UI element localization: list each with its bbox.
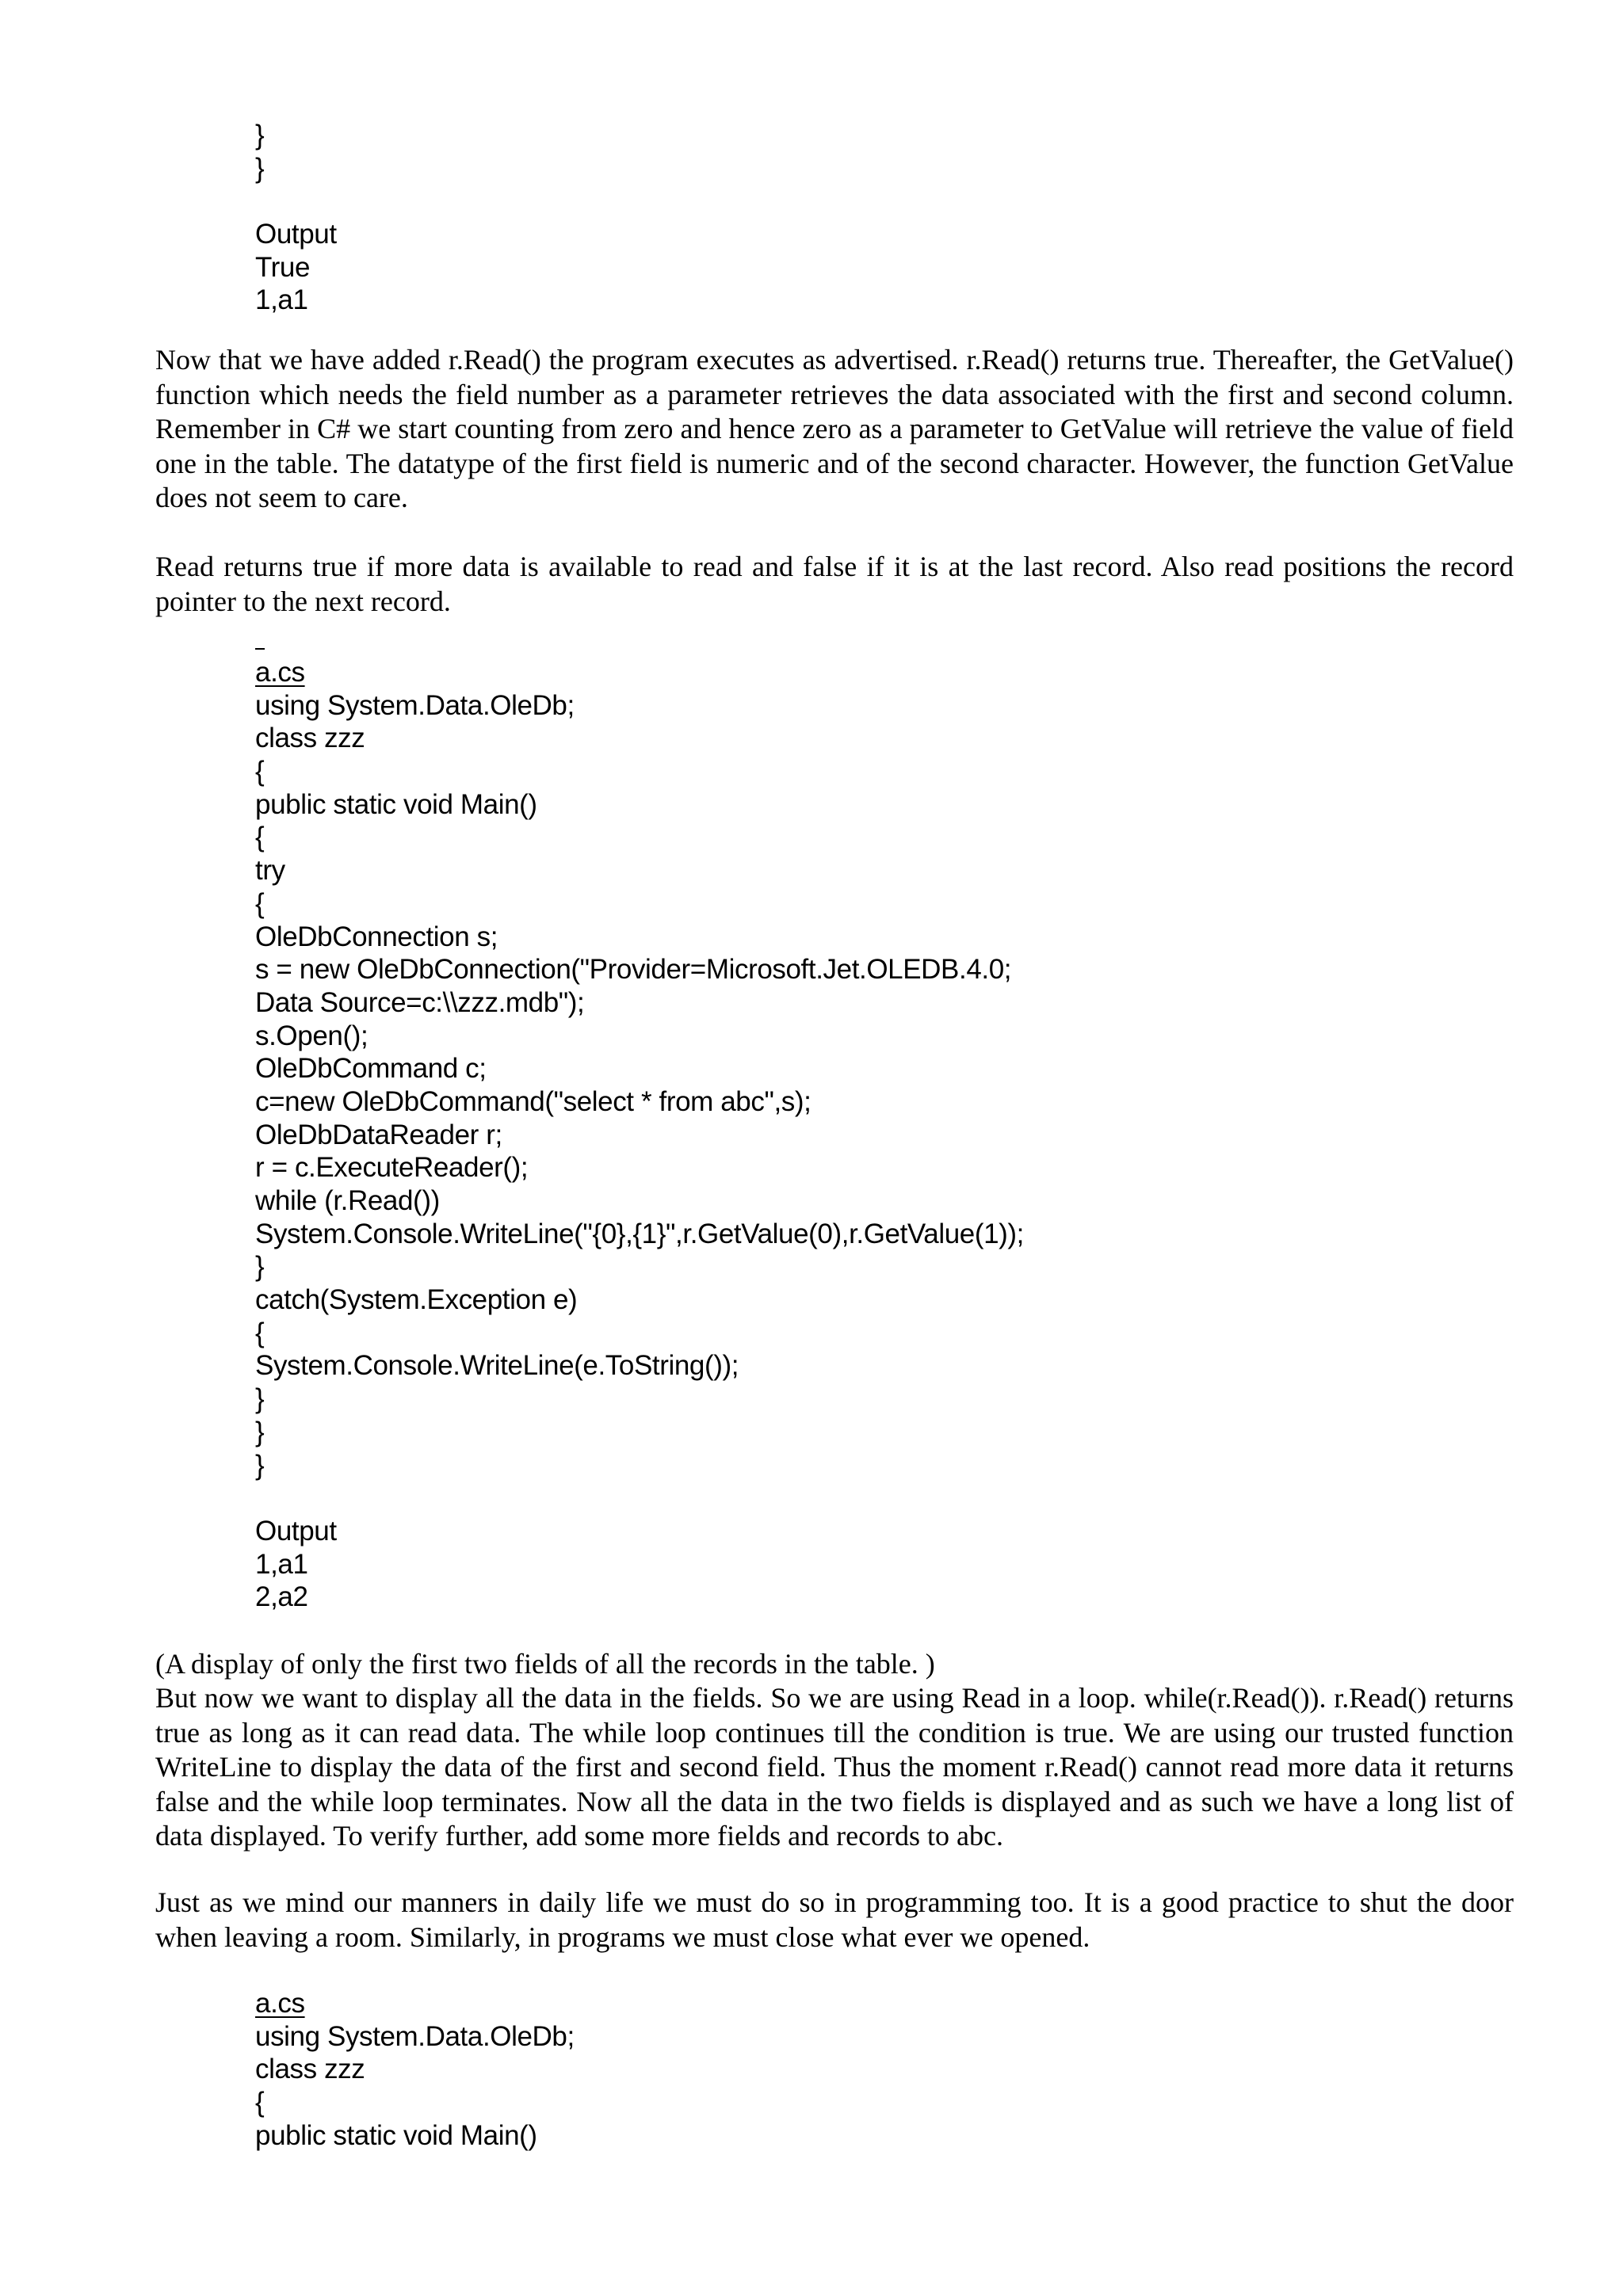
code-line: } <box>255 1383 265 1415</box>
code-block-close-example <box>255 1987 575 2152</box>
code-line <box>255 185 337 218</box>
code-line: using System.Data.OleDb; <box>255 2020 575 2052</box>
code-line: { <box>255 2087 265 2119</box>
code-line: { <box>255 1317 265 1348</box>
output-heading: Output <box>255 1515 337 1547</box>
output-heading: Output <box>255 219 337 250</box>
code-line: System.Console.WriteLine(e.ToString()); <box>255 1350 739 1382</box>
code-line: s.Open(); <box>255 1020 369 1051</box>
code-block-tail <box>255 119 337 317</box>
code-line: OleDbCommand c; <box>255 1053 487 1085</box>
code-line: System.Console.WriteLine("{0},{1}",r.GetValue(0),r.GetValue(1)); <box>255 1218 1025 1249</box>
code-line: class zzz <box>255 723 365 754</box>
code-line: Data Source=c:\\zzz.mdb"); <box>255 986 585 1018</box>
paragraph-loop-explanation: But now we want to display all the data in the fields. So we are using Read in a loop. while(r.Read()). r.Read() returns true as long as it can read data. The while loop continues till the condition is true. We are using our trusted function WriteLine to display the data of the first and second field. Thus the moment r.Read() cannot read more data it returns false and the while loop terminates. Now all the data in the two fields is displayed and as such we have a long list of data displayed. To verify further, add some more fields and records to abc. <box>155 1682 1514 1852</box>
code-line: while (r.Read()) <box>255 1185 440 1216</box>
code-line: OleDbConnection s; <box>255 921 498 952</box>
code-line: c=new OleDbCommand("select * from abc",s); <box>255 1085 812 1117</box>
code-line: } <box>255 1449 265 1481</box>
paragraph-display-caption: (A display of only the first two fields of all the records in the table. ) <box>155 1648 935 1680</box>
code-line: } <box>255 152 265 184</box>
code-line: OleDbDataReader r; <box>255 1119 502 1150</box>
code-line: public static void Main() <box>255 788 537 820</box>
output-line: 1,a1 <box>255 284 308 316</box>
code-filename <box>255 1987 575 2020</box>
code-line: { <box>255 822 265 853</box>
output-line: 1,a1 <box>255 1548 308 1580</box>
paragraph-read-explanation: Now that we have added r.Read() the program executes as advertised. r.Read() returns true. Thereafter, the GetValue() function which needs the field number as a parameter retrieves the data associated with the first and second column. Remember in C# we start counting from zero and hence zero as a parameter to GetValue will retrieve the value of field one in the table. The datatype of the first field is numeric and of the second character. However, the function GetValue does not seem to care. <box>155 344 1514 513</box>
code-filename <box>255 656 1024 689</box>
code-line: } <box>255 1416 265 1447</box>
code-line <box>255 1482 1024 1515</box>
code-line: s = new OleDbConnection("Provider=Microsoft.Jet.OLEDB.4.0; <box>255 954 1012 986</box>
code-line: r = c.ExecuteReader(); <box>255 1152 529 1184</box>
code-line: } <box>255 1251 265 1283</box>
output-line: 2,a2 <box>255 1581 308 1613</box>
code-line: public static void Main() <box>255 2119 537 2151</box>
code-line: { <box>255 756 265 788</box>
paragraph-manners: Just as we mind our manners in daily life we must do so in programming too. It is a good practice to shut the door when leaving a room. Similarly, in programs we must close what ever we opened. <box>155 1886 1514 1953</box>
output-line: True <box>255 251 311 283</box>
filename-label: a.cs <box>255 1988 305 2019</box>
code-line: catch(System.Exception e) <box>255 1284 578 1316</box>
code-block-read-loop <box>255 656 1024 1614</box>
code-line: using System.Data.OleDb; <box>255 689 575 721</box>
stray-mark <box>255 648 265 650</box>
code-line: { <box>255 887 265 919</box>
filename-label: a.cs <box>255 657 305 688</box>
code-line: } <box>255 120 265 151</box>
code-line: class zzz <box>255 2054 365 2085</box>
code-line: try <box>255 855 285 887</box>
paragraph-read-returns: Read returns true if more data is available to read and false if it is at the last record. Also read positions the record pointer to the next record. <box>155 551 1514 617</box>
